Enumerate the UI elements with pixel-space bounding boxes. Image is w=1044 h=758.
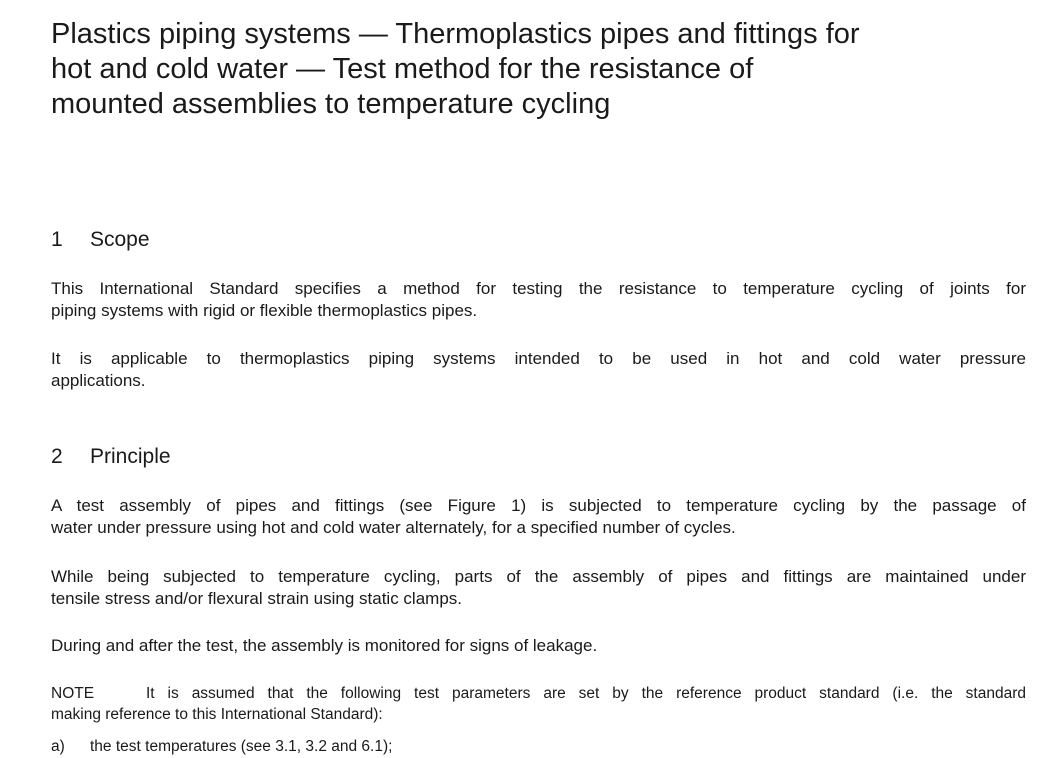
- paragraph-line: It is applicable to thermoplastics piping systems intended to be used in hot and cold water pressure: [51, 349, 1026, 368]
- note-label: NOTE: [51, 685, 95, 702]
- paragraph-line: During and after the test, the assembly is monitored for signs of leakage.: [51, 636, 598, 655]
- paragraph-line: applications.: [51, 371, 146, 390]
- section-title: Principle: [90, 445, 171, 468]
- document-title: [51, 17, 1026, 122]
- section-number: 2: [51, 445, 63, 468]
- section-title: Scope: [90, 228, 150, 251]
- principle-paragraph-2: [51, 566, 1026, 610]
- list-text: the test temperatures (see 3.1, 3.2 and 6.1);: [90, 738, 393, 755]
- principle-paragraph-3: [51, 635, 1026, 657]
- note-block: [51, 683, 1026, 725]
- title-line-3: mounted assemblies to temperature cycling: [51, 88, 611, 120]
- title-line-1: Plastics piping systems — Thermoplastics pipes and fittings for: [51, 18, 860, 50]
- title-line-2: hot and cold water — Test method for the resistance of: [51, 53, 754, 85]
- scope-paragraph-1: [51, 278, 1026, 322]
- paragraph-line: This International Standard specifies a method for testing the resistance to temperature cycling of joints for: [51, 279, 1026, 298]
- paragraph-line: While being subjected to temperature cycling, parts of the assembly of pipes and fittings are maintained under: [51, 567, 1026, 586]
- scope-paragraph-2: [51, 348, 1026, 392]
- principle-paragraph-1: [51, 495, 1026, 539]
- section-number: 1: [51, 228, 63, 251]
- note-text-1: It is assumed that the following test parameters are set by the reference product standard (i.e. the standard: [146, 685, 1026, 702]
- section-heading-scope: [51, 227, 150, 253]
- section-heading-principle: [51, 444, 171, 470]
- paragraph-line: A test assembly of pipes and fittings (see Figure 1) is subjected to temperature cycling by the passage of: [51, 496, 1026, 515]
- paragraph-line: tensile stress and/or flexural strain using static clamps.: [51, 589, 463, 608]
- list-marker: a): [51, 738, 65, 755]
- note-line-1: [51, 683, 1026, 704]
- paragraph-line: water under pressure using hot and cold water alternately, for a specified number of cycles.: [51, 518, 736, 537]
- list-item: [51, 736, 392, 757]
- paragraph-line: piping systems with rigid or flexible thermoplastics pipes.: [51, 301, 478, 320]
- note-line-2: making reference to this International Standard):: [51, 706, 383, 723]
